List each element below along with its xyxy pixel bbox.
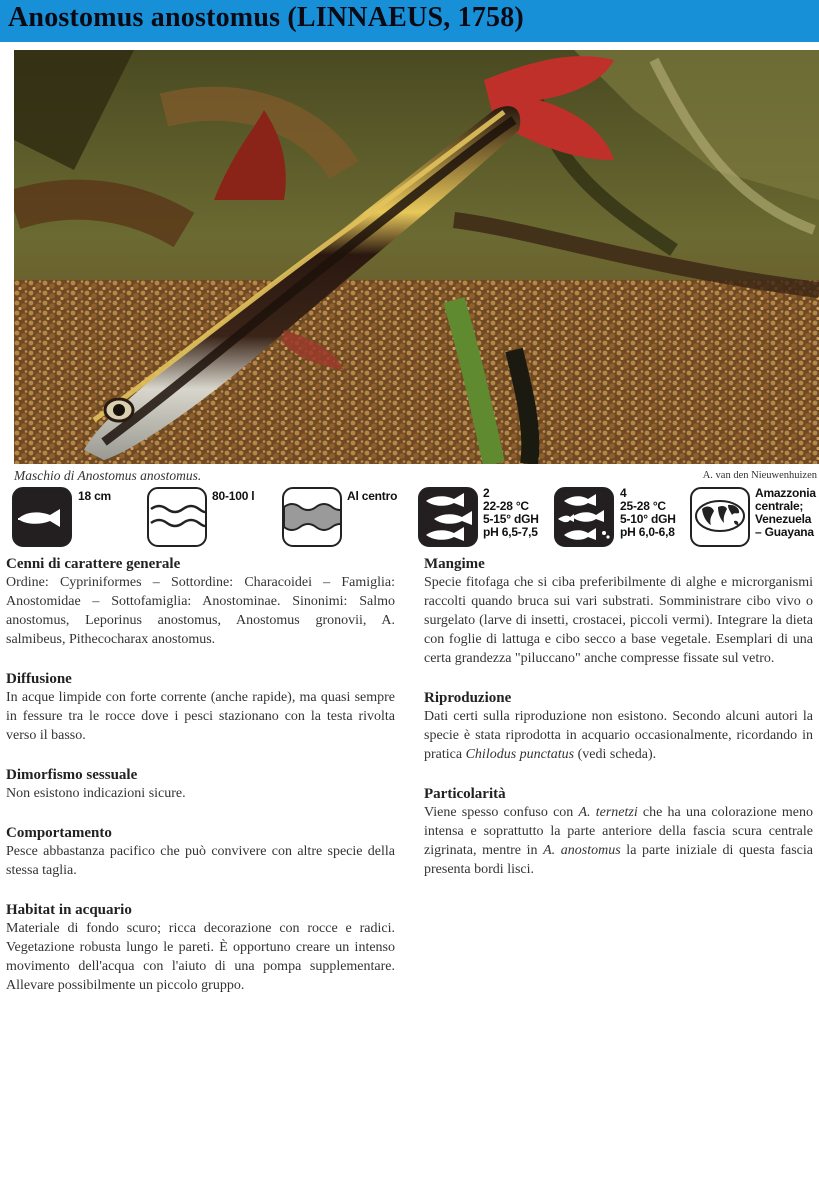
breeding-text-a: Dati certi sulla riproduzione non esistono. Secondo alcuni autori la specie è stata riprodotta in acquario occasionalmente, ricordando in pratica <box>424 709 813 762</box>
dimorphism-heading: Dimorfismo sessuale <box>6 767 138 783</box>
world-map-icon <box>690 487 750 547</box>
fish-photo <box>14 50 819 464</box>
photo-credit: A. van den Nieuwenhuizen <box>702 470 817 481</box>
breeding-text <box>424 707 813 764</box>
origin-line2: centrale; <box>755 499 804 513</box>
notes-text-a: Viene spesso confuso con <box>424 805 579 820</box>
fish-length-icon <box>12 487 72 547</box>
behavior-text: Pesce abbastanza pacifico che può convivere con altre specie della stessa taglia. <box>6 844 395 878</box>
swimming-zone-icon <box>282 487 342 547</box>
notes-text-b: che ha una colorazione meno intensa e soprattutto la parte anteriore della fascia scura centrale zigrinata, mentre in <box>424 805 813 858</box>
behavior-heading: Comportamento <box>6 825 112 841</box>
feeding-heading: Mangime <box>424 556 485 572</box>
breeding-text-b: (vedi scheda). <box>574 747 657 762</box>
general-heading: Cenni di carattere generale <box>6 556 181 572</box>
distribution-heading: Diffusione <box>6 671 72 687</box>
habitat-heading: Habitat in acquario <box>6 902 132 918</box>
species-reference: Chilodus punctatus <box>465 747 575 762</box>
origin-line3: Venezuela <box>755 512 812 526</box>
species-b: A. anostomus <box>543 843 621 858</box>
habitat-text: Materiale di fondo scuro; ricca decorazione con rocce e radici. Vegetazione robusta lungo le pareti. È opportuno creare un intenso movimento dell'acqua con l'aiuto di una pompa supplementare. Allevare possibilmente un piccolo gruppo. <box>6 921 395 993</box>
distribution-text: In acque limpide con forte corrente (anche rapide), ma quasi sempre in fessure tra le rocce dove i pesci stazionano con la testa rivolta verso il basso. <box>6 690 395 743</box>
notes-text-c: la parte iniziale di questa fascia presenta bordi lisci. <box>424 843 813 877</box>
care-temp: 22-28 °C <box>483 499 529 513</box>
care-ph: pH 6,5-7,5 <box>483 525 538 539</box>
species-a: A. ternetzi <box>578 805 638 820</box>
zone-value: Al centro <box>347 489 398 503</box>
breeding-hardness: 5-10° dGH <box>620 512 676 526</box>
notes-text <box>424 803 813 879</box>
breeding-level: 4 <box>620 486 627 500</box>
notes-heading: Particolarità <box>424 786 506 802</box>
aquarium-volume-icon <box>147 487 207 547</box>
breeding-temp: 25-28 °C <box>620 499 666 513</box>
origin-line4: – Guayana <box>755 525 814 539</box>
breeding-details <box>620 487 676 539</box>
volume-value: 80-100 l <box>212 489 255 503</box>
dimorphism-text: Non esistono indicazioni sicure. <box>6 786 186 801</box>
care-hardness: 5-15° dGH <box>483 512 539 526</box>
right-column <box>424 555 813 900</box>
page-title: Anostomus anostomus (LINNAEUS, 1758) <box>8 2 524 33</box>
general-text: Ordine: Cypriniformes – Sottordine: Characoidei – Famiglia: Anostomidae – Sottofamiglia: Anostominae. Sinonimi: Salmo anostomus, Leporinus anostomus, Anostomus gronovii, A. salmibeus, Pithecocharax anostomus. <box>6 575 395 647</box>
left-column <box>6 555 395 1016</box>
care-level: 2 <box>483 486 490 500</box>
feeding-text: Specie fitofaga che si ciba preferibilmente di alghe e microrganismi raccolti quando bruca sui vari substrati. Somministrare cibo vivo o surgelato (larve di insetti, crostacei, piccoli vermi). Integrare la dieta con foglie di lattuga e cibo secco a base vegetale. Esemplari di una certa grandezza "piluccano" anche compresse fissate sul vetro. <box>424 575 813 666</box>
care-details <box>483 487 539 539</box>
origin-text <box>755 487 816 539</box>
size-value: 18 cm <box>78 489 112 503</box>
title-bar <box>0 0 819 42</box>
origin-line1: Amazzonia <box>755 486 816 500</box>
breeding-level-icon <box>554 487 614 547</box>
care-level-icon <box>418 487 478 547</box>
photo-caption: Maschio di Anostomus anostomus. <box>14 468 202 483</box>
breeding-ph: pH 6,0-6,8 <box>620 525 675 539</box>
breeding-heading: Riproduzione <box>424 690 512 706</box>
